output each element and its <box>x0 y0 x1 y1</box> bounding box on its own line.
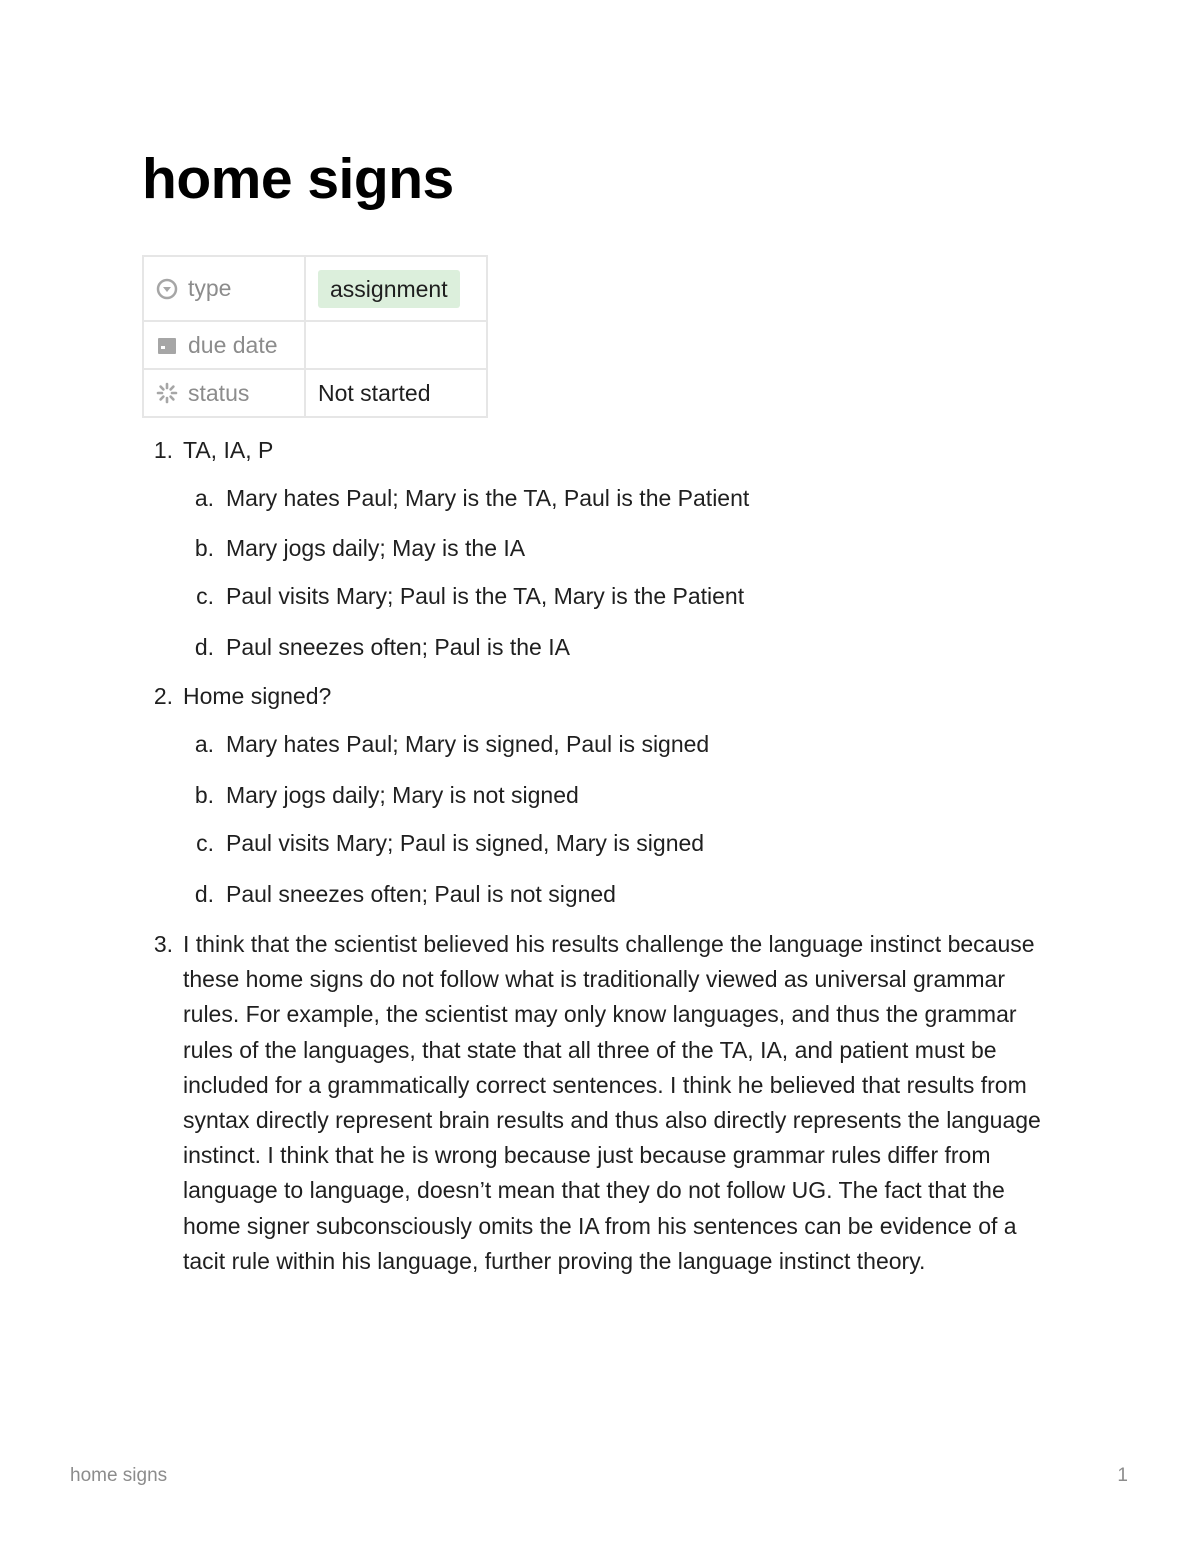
footer-title: home signs <box>70 1465 168 1486</box>
property-label-due-date: due date <box>188 331 278 358</box>
sublist-item-text: Paul visits Mary; Paul is signed, Mary is signed <box>226 830 705 856</box>
list-number: 1. <box>153 437 173 463</box>
sublist-item-text: Paul sneezes often; Paul is not signed <box>226 881 616 907</box>
property-label-type: type <box>188 275 232 301</box>
sublist-letter: d. <box>194 881 214 907</box>
sublist-letter: c. <box>196 830 214 856</box>
calendar-icon <box>156 334 178 356</box>
answer-paragraph: I think that the scientist believed his results challenge the language instinct because these home signs do not follow what is traditionally viewed as universal grammar rules. For example, the scientist may only know languages, and thus the grammar rules of the languages, that state that all three of the TA, IA, and patient must be included for a grammatically correct sentences. I think he believed that results from syntax directly represent brain results and thus also directly represents the language instinct. I think that he is wrong because just because grammar rules differ from language to language, doesn’t mean that they do not follow UG. The fact that the home signer subconsciously omits the IA from his sentences can be evidence of a tacit rule within his language, further proving the language instinct theory. <box>183 931 1041 1274</box>
list-item-text: TA, IA, P <box>183 437 274 463</box>
sublist-item-text: Paul sneezes often; Paul is the IA <box>226 634 570 660</box>
status-icon <box>156 382 178 404</box>
sublist-item-text: Mary hates Paul; Mary is the TA, Paul is the Patient <box>226 485 750 511</box>
list-number: 2. <box>153 683 173 709</box>
sublist-item-text: Paul visits Mary; Paul is the TA, Mary is the Patient <box>226 583 745 609</box>
sublist-item-text: Mary jogs daily; May is the IA <box>226 535 526 561</box>
type-tag[interactable]: assignment <box>318 270 460 308</box>
status-value[interactable]: Not started <box>305 369 487 417</box>
page-title: home signs <box>142 147 454 211</box>
sublist-item-text: Mary jogs daily; Mary is not signed <box>226 782 579 808</box>
page-number: 1 <box>1117 1465 1128 1486</box>
due-date-value[interactable] <box>305 321 487 369</box>
sublist-letter: b. <box>194 535 214 561</box>
properties-table <box>142 255 488 418</box>
sublist-letter: d. <box>194 634 214 660</box>
sublist-item-text: Mary hates Paul; Mary is signed, Paul is signed <box>226 731 710 757</box>
list-number: 3. <box>153 931 173 957</box>
list-item-text: Home signed? <box>183 683 332 709</box>
property-row-type <box>143 256 487 321</box>
property-row-status <box>143 369 487 417</box>
sublist-letter: a. <box>194 731 214 757</box>
property-label-status: status <box>188 379 250 406</box>
sublist-letter: a. <box>194 485 214 511</box>
sublist-letter: c. <box>196 583 214 609</box>
select-icon <box>156 278 178 300</box>
sublist-letter: b. <box>194 782 214 808</box>
property-row-due-date <box>143 321 487 369</box>
